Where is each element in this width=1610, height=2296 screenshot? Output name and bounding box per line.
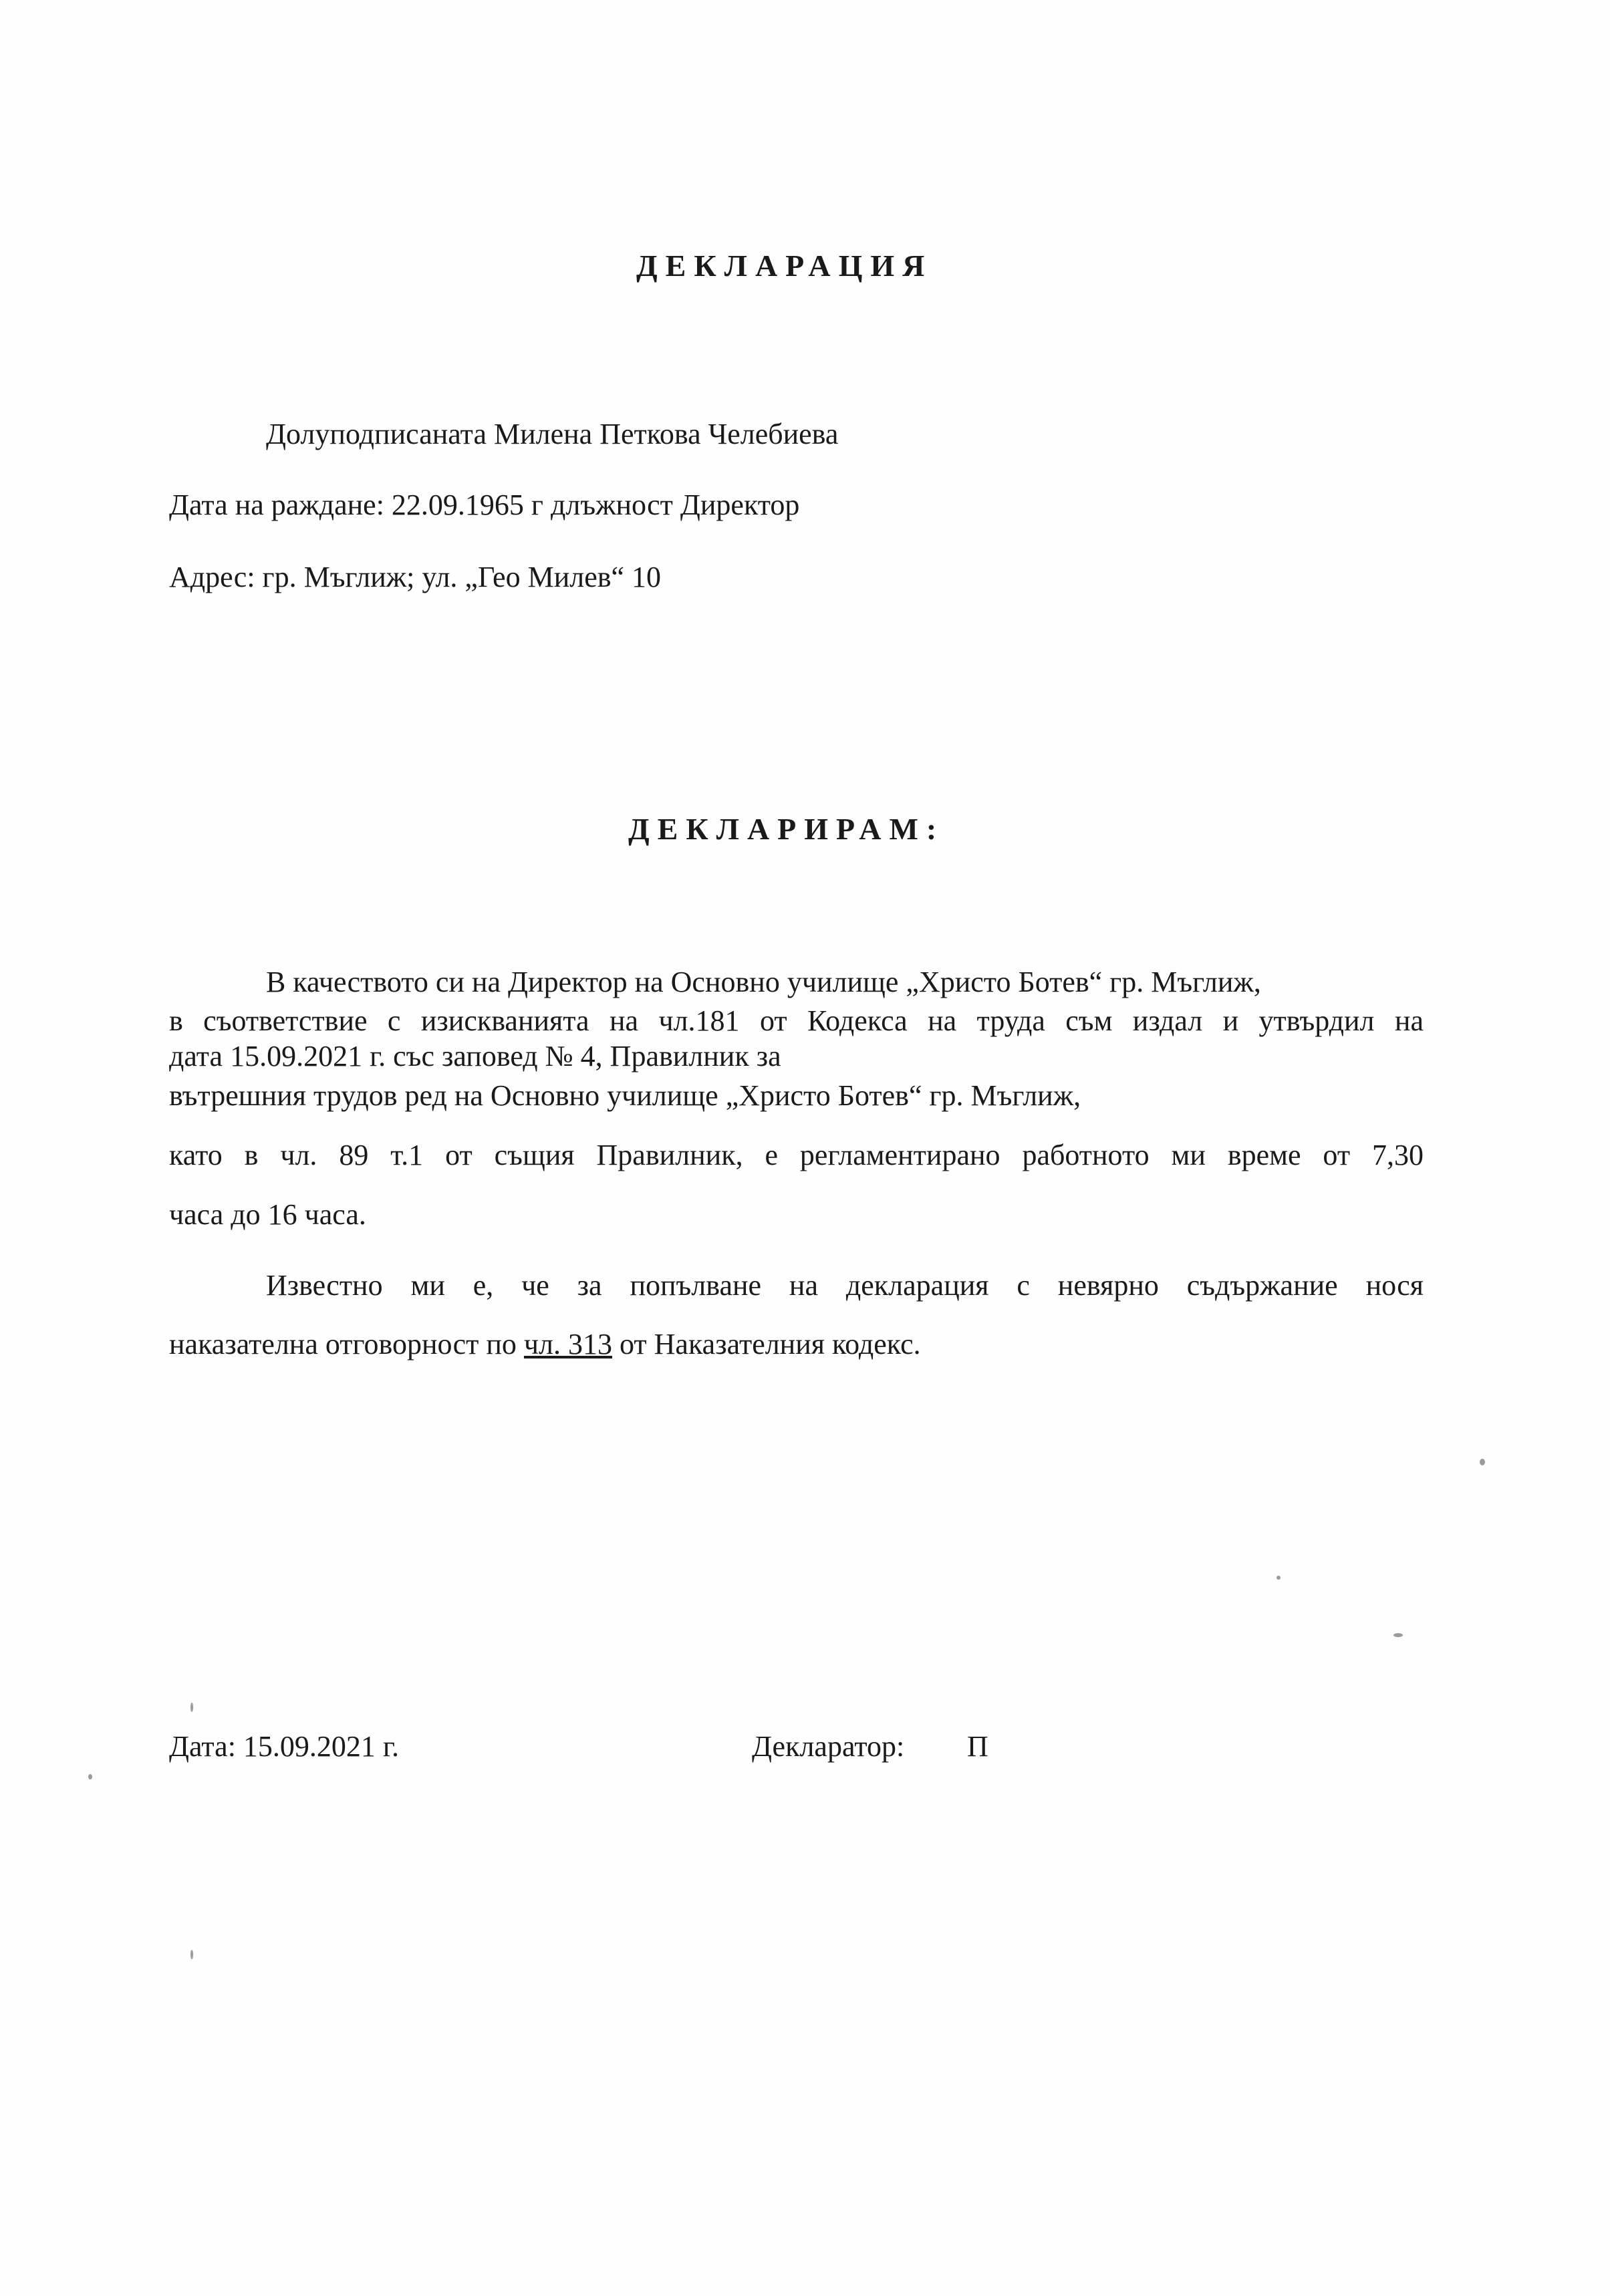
scan-speck	[190, 1950, 193, 1959]
paragraph-2-text-after: от Наказателния кодекс.	[612, 1328, 921, 1360]
paragraph-1-line-1: В качеството си на Директор на Основно училище „Христо Ботев“ гр. Мъглиж,	[266, 966, 1261, 998]
paragraph-1-line-3: дата 15.09.2021 г. със заповед № 4, Правилник за	[169, 1040, 781, 1072]
paragraph-1-line-4: вътрешния трудов ред на Основно училище „Христо Ботев“ гр. Мъглиж,	[169, 1079, 1081, 1112]
birth-date-position: Дата на раждане: 22.09.1965 г длъжност Директор	[169, 488, 800, 521]
footer-date: Дата: 15.09.2021 г.	[169, 1730, 400, 1763]
paragraph-2-line-1: Известно ми е, че за попълване на декларация с невярно съдържание нося	[266, 1269, 1424, 1302]
article-313-link[interactable]: чл. 313	[523, 1328, 612, 1360]
scan-speck	[88, 1774, 92, 1779]
paragraph-2-text-before: наказателна отговорност по	[169, 1328, 524, 1360]
address-line: Адрес: гр. Мъглиж; ул. „Гео Милев“ 10	[169, 561, 662, 593]
paragraph-1-line-6: часа до 16 часа.	[169, 1198, 366, 1231]
document-title: ДЕКЛАРАЦИЯ	[636, 249, 933, 283]
scan-speck	[1480, 1459, 1485, 1465]
section-heading: ДЕКЛАРИРАМ:	[628, 812, 945, 846]
scan-speck	[190, 1703, 193, 1712]
scan-speck	[1393, 1633, 1403, 1637]
declarator-label: Декларатор:	[752, 1730, 905, 1763]
declarator-mark: П	[967, 1730, 988, 1763]
declarant-name: Долуподписаната Милена Петкова Челебиева	[266, 418, 839, 450]
paragraph-1-line-5: като в чл. 89 т.1 от същия Правилник, е регламентирано работното ми време от 7,30	[169, 1139, 1424, 1171]
scan-speck	[1277, 1576, 1281, 1580]
paragraph-2-line-2	[169, 1327, 921, 1362]
paragraph-1-line-2: в съответствие с изискванията на чл.181 от Кодекса на труда съм издал и утвърдил на	[169, 1004, 1424, 1037]
